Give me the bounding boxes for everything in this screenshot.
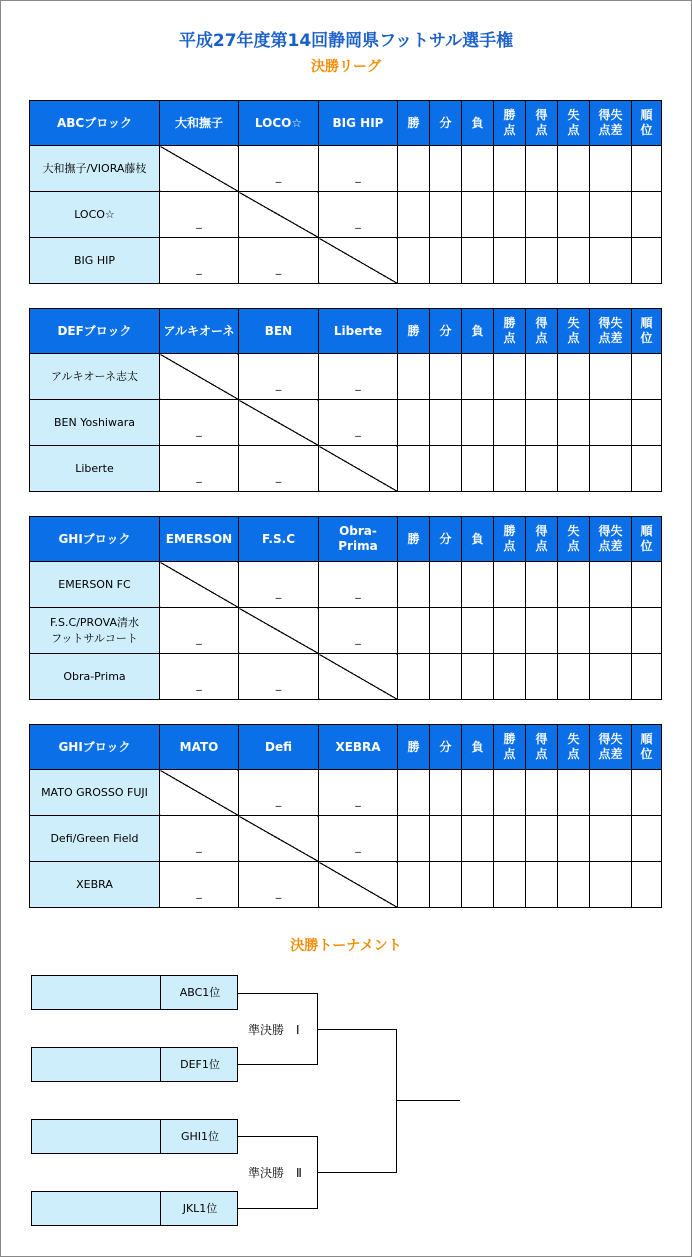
bracket-slot-4	[31, 1191, 238, 1226]
bracket-slot-3	[31, 1119, 238, 1154]
team-name: Obra-Prima	[30, 654, 160, 700]
self-match-cell	[319, 446, 398, 492]
empty-score: _	[196, 678, 202, 691]
table-row	[30, 770, 662, 816]
stat-cell	[590, 770, 632, 816]
match-result-cell	[319, 146, 398, 192]
stat-cell	[558, 608, 590, 654]
stat-cell	[590, 654, 632, 700]
stat-cell	[632, 654, 662, 700]
empty-score: _	[275, 470, 282, 483]
stat-cell	[590, 608, 632, 654]
match-result-cell	[160, 608, 239, 654]
stat-cell	[590, 238, 632, 284]
stat-header: 勝 点	[494, 309, 526, 354]
self-match-cell	[239, 400, 319, 446]
stat-cell	[632, 238, 662, 284]
stat-cell	[462, 354, 494, 400]
table-row	[30, 400, 662, 446]
stat-cell	[430, 608, 462, 654]
stat-cell	[590, 400, 632, 446]
self-match-cell	[160, 354, 239, 400]
empty-score: _	[275, 678, 282, 691]
column-team-header: アルキオーネ	[160, 309, 239, 354]
stat-cell	[430, 770, 462, 816]
match-result-cell	[239, 354, 319, 400]
empty-score: _	[355, 378, 361, 391]
league-table	[29, 516, 662, 700]
stat-cell	[430, 862, 462, 908]
stat-cell	[558, 816, 590, 862]
stat-cell	[632, 446, 662, 492]
empty-score: _	[196, 216, 202, 229]
stat-cell	[398, 146, 430, 192]
stat-header: 勝	[398, 309, 430, 354]
stat-cell	[462, 192, 494, 238]
league-heading: 決勝リーグ	[311, 59, 381, 75]
stat-header: 順 位	[632, 517, 662, 562]
team-name: MATO GROSSO FUJI	[30, 770, 160, 816]
column-team-header: Obra- Prima	[319, 517, 398, 562]
empty-score: _	[355, 216, 361, 229]
stat-cell	[430, 654, 462, 700]
self-match-cell	[160, 562, 239, 608]
stat-header: 負	[462, 101, 494, 146]
stat-cell	[632, 770, 662, 816]
stat-header: 勝 点	[494, 725, 526, 770]
table-row	[30, 654, 662, 700]
stat-header: 得 点	[526, 517, 558, 562]
stat-cell	[462, 562, 494, 608]
stat-cell	[462, 816, 494, 862]
block-name: GHIブロック	[30, 725, 160, 770]
team-name: BIG HIP	[30, 238, 160, 284]
self-match-cell	[160, 770, 239, 816]
stat-header: 得失 点差	[590, 517, 632, 562]
empty-score: _	[355, 424, 361, 437]
stat-header: 失 点	[558, 725, 590, 770]
team-name: Defi/Green Field	[30, 816, 160, 862]
stat-cell	[430, 816, 462, 862]
stat-cell	[398, 770, 430, 816]
stat-cell	[632, 192, 662, 238]
stat-cell	[494, 770, 526, 816]
match-result-cell	[160, 816, 239, 862]
stat-header: 得失 点差	[590, 101, 632, 146]
stat-cell	[558, 770, 590, 816]
stat-cell	[462, 770, 494, 816]
empty-score: _	[355, 794, 361, 807]
bracket-slot-1	[31, 975, 238, 1010]
stat-cell	[526, 400, 558, 446]
semifinal-label: 準決勝 Ⅰ	[248, 1023, 300, 1037]
match-result-cell	[319, 608, 398, 654]
stat-cell	[632, 562, 662, 608]
table-row	[30, 608, 662, 654]
stat-cell	[632, 400, 662, 446]
stat-header: 順 位	[632, 309, 662, 354]
stat-cell	[462, 446, 494, 492]
column-team-header: XEBRA	[319, 725, 398, 770]
stat-cell	[398, 654, 430, 700]
match-result-cell	[239, 446, 319, 492]
stat-cell	[494, 400, 526, 446]
bracket-line	[238, 1208, 318, 1209]
stat-cell	[494, 446, 526, 492]
stat-header: 負	[462, 517, 494, 562]
stat-cell	[398, 862, 430, 908]
empty-score: _	[196, 424, 202, 437]
table-row	[30, 816, 662, 862]
tournament-heading: 決勝トーナメント	[290, 938, 402, 954]
stat-cell	[526, 770, 558, 816]
stat-cell	[398, 354, 430, 400]
team-name: F.S.C/PROVA清水 フットサルコート	[30, 608, 160, 654]
stat-cell	[494, 608, 526, 654]
match-result-cell	[239, 654, 319, 700]
stat-cell	[590, 862, 632, 908]
bracket-line	[317, 1029, 397, 1030]
match-result-cell	[319, 816, 398, 862]
empty-score: _	[275, 262, 282, 275]
stat-cell	[558, 562, 590, 608]
stat-cell	[558, 238, 590, 284]
league-table	[29, 724, 662, 908]
stat-cell	[590, 354, 632, 400]
stat-header: 勝	[398, 725, 430, 770]
empty-score: _	[355, 840, 361, 853]
stat-cell	[526, 238, 558, 284]
stat-cell	[558, 400, 590, 446]
empty-score: _	[275, 886, 282, 899]
stat-header: 失 点	[558, 517, 590, 562]
stat-cell	[430, 146, 462, 192]
stat-header: 順 位	[632, 101, 662, 146]
block-name: ABCブロック	[30, 101, 160, 146]
bracket-slot-2	[31, 1047, 238, 1082]
table-row	[30, 192, 662, 238]
empty-score: _	[275, 586, 282, 599]
stat-cell	[494, 192, 526, 238]
match-result-cell	[319, 400, 398, 446]
table-row	[30, 446, 662, 492]
column-team-header: 大和撫子	[160, 101, 239, 146]
stat-header: 得失 点差	[590, 725, 632, 770]
stat-header: 勝 点	[494, 101, 526, 146]
empty-score: _	[275, 794, 282, 807]
stat-cell	[494, 862, 526, 908]
bracket-line	[317, 1172, 397, 1173]
stat-cell	[526, 608, 558, 654]
seed-label: DEF1位	[160, 1048, 239, 1081]
stat-cell	[558, 446, 590, 492]
stat-cell	[526, 446, 558, 492]
stat-cell	[590, 192, 632, 238]
match-result-cell	[160, 192, 239, 238]
semifinal-label: 準決勝 Ⅱ	[248, 1166, 302, 1180]
league-table	[29, 100, 662, 284]
empty-score: _	[275, 378, 282, 391]
match-result-cell	[319, 562, 398, 608]
league-table	[29, 308, 662, 492]
stat-header: 分	[430, 517, 462, 562]
match-result-cell	[160, 446, 239, 492]
match-result-cell	[319, 770, 398, 816]
stat-cell	[398, 400, 430, 446]
team-name: アルキオーネ志太	[30, 354, 160, 400]
table-row	[30, 562, 662, 608]
match-result-cell	[239, 146, 319, 192]
stat-cell	[632, 816, 662, 862]
bracket-line	[396, 1029, 397, 1173]
stat-cell	[558, 862, 590, 908]
stat-header: 得 点	[526, 309, 558, 354]
stat-cell	[590, 446, 632, 492]
stat-header: 勝	[398, 101, 430, 146]
self-match-cell	[239, 608, 319, 654]
empty-score: _	[275, 170, 282, 183]
stat-header: 得失 点差	[590, 309, 632, 354]
stat-cell	[494, 816, 526, 862]
block-name: DEFブロック	[30, 309, 160, 354]
stat-header: 得 点	[526, 725, 558, 770]
stat-cell	[494, 238, 526, 284]
match-result-cell	[239, 562, 319, 608]
stat-header: 負	[462, 309, 494, 354]
stat-cell	[398, 562, 430, 608]
stat-header: 得 点	[526, 101, 558, 146]
match-result-cell	[239, 862, 319, 908]
match-result-cell	[319, 192, 398, 238]
table-row	[30, 238, 662, 284]
self-match-cell	[319, 654, 398, 700]
stat-header: 失 点	[558, 309, 590, 354]
page-title: 平成27年度第14回静岡県フットサル選手権	[178, 31, 514, 51]
stat-cell	[462, 400, 494, 446]
stat-cell	[526, 354, 558, 400]
stat-cell	[430, 446, 462, 492]
stat-cell	[590, 146, 632, 192]
stat-cell	[632, 146, 662, 192]
stat-cell	[462, 862, 494, 908]
match-result-cell	[160, 238, 239, 284]
stat-cell	[462, 238, 494, 284]
team-name: EMERSON FC	[30, 562, 160, 608]
stat-cell	[590, 562, 632, 608]
bracket-line	[238, 1064, 318, 1065]
stat-header: 勝	[398, 517, 430, 562]
stat-cell	[632, 862, 662, 908]
stat-cell	[494, 354, 526, 400]
stat-cell	[494, 654, 526, 700]
stat-header: 順 位	[632, 725, 662, 770]
empty-score: _	[355, 632, 361, 645]
self-match-cell	[319, 862, 398, 908]
stat-header: 勝 点	[494, 517, 526, 562]
stat-header: 分	[430, 309, 462, 354]
self-match-cell	[160, 146, 239, 192]
stat-cell	[558, 654, 590, 700]
match-result-cell	[160, 862, 239, 908]
empty-score: _	[196, 840, 202, 853]
stat-cell	[526, 146, 558, 192]
match-result-cell	[239, 770, 319, 816]
bracket-line	[238, 993, 318, 994]
column-team-header: BEN	[239, 309, 319, 354]
column-team-header: MATO	[160, 725, 239, 770]
stat-cell	[526, 562, 558, 608]
empty-score: _	[196, 262, 202, 275]
self-match-cell	[239, 192, 319, 238]
stat-header: 分	[430, 101, 462, 146]
team-name: LOCO☆	[30, 192, 160, 238]
block-name: GHIブロック	[30, 517, 160, 562]
self-match-cell	[239, 816, 319, 862]
stat-cell	[494, 562, 526, 608]
match-result-cell	[160, 400, 239, 446]
empty-score: _	[355, 170, 361, 183]
stat-cell	[558, 146, 590, 192]
stat-cell	[430, 238, 462, 284]
stat-cell	[430, 354, 462, 400]
team-name: BEN Yoshiwara	[30, 400, 160, 446]
stat-cell	[398, 446, 430, 492]
self-match-cell	[319, 238, 398, 284]
team-name: XEBRA	[30, 862, 160, 908]
seed-label: JKL1位	[160, 1192, 239, 1225]
bracket-line	[396, 1100, 460, 1101]
column-team-header: F.S.C	[239, 517, 319, 562]
stat-cell	[430, 400, 462, 446]
stat-cell	[462, 608, 494, 654]
stat-cell	[398, 816, 430, 862]
stat-cell	[558, 192, 590, 238]
stat-header: 失 点	[558, 101, 590, 146]
match-result-cell	[319, 354, 398, 400]
stat-header: 分	[430, 725, 462, 770]
empty-score: _	[355, 586, 361, 599]
stat-cell	[398, 608, 430, 654]
team-name: Liberte	[30, 446, 160, 492]
stat-cell	[632, 354, 662, 400]
match-result-cell	[239, 238, 319, 284]
table-row	[30, 354, 662, 400]
seed-label: GHI1位	[160, 1120, 239, 1153]
stat-cell	[526, 862, 558, 908]
stat-cell	[462, 146, 494, 192]
column-team-header: BIG HIP	[319, 101, 398, 146]
stat-cell	[526, 192, 558, 238]
seed-label: ABC1位	[160, 976, 239, 1009]
column-team-header: Liberte	[319, 309, 398, 354]
team-name: 大和撫子/VIORA藤枝	[30, 146, 160, 192]
stat-cell	[526, 654, 558, 700]
stat-cell	[526, 816, 558, 862]
stat-cell	[398, 192, 430, 238]
stat-cell	[632, 608, 662, 654]
stat-cell	[430, 192, 462, 238]
column-team-header: LOCO☆	[239, 101, 319, 146]
stat-cell	[398, 238, 430, 284]
empty-score: _	[196, 632, 202, 645]
stat-cell	[558, 354, 590, 400]
column-team-header: Defi	[239, 725, 319, 770]
stat-cell	[590, 816, 632, 862]
bracket-line	[238, 1136, 318, 1137]
column-team-header: EMERSON	[160, 517, 239, 562]
empty-score: _	[196, 886, 202, 899]
stat-cell	[494, 146, 526, 192]
match-result-cell	[160, 654, 239, 700]
empty-score: _	[196, 470, 202, 483]
stat-cell	[430, 562, 462, 608]
stat-header: 負	[462, 725, 494, 770]
table-row	[30, 862, 662, 908]
table-row	[30, 146, 662, 192]
stat-cell	[462, 654, 494, 700]
